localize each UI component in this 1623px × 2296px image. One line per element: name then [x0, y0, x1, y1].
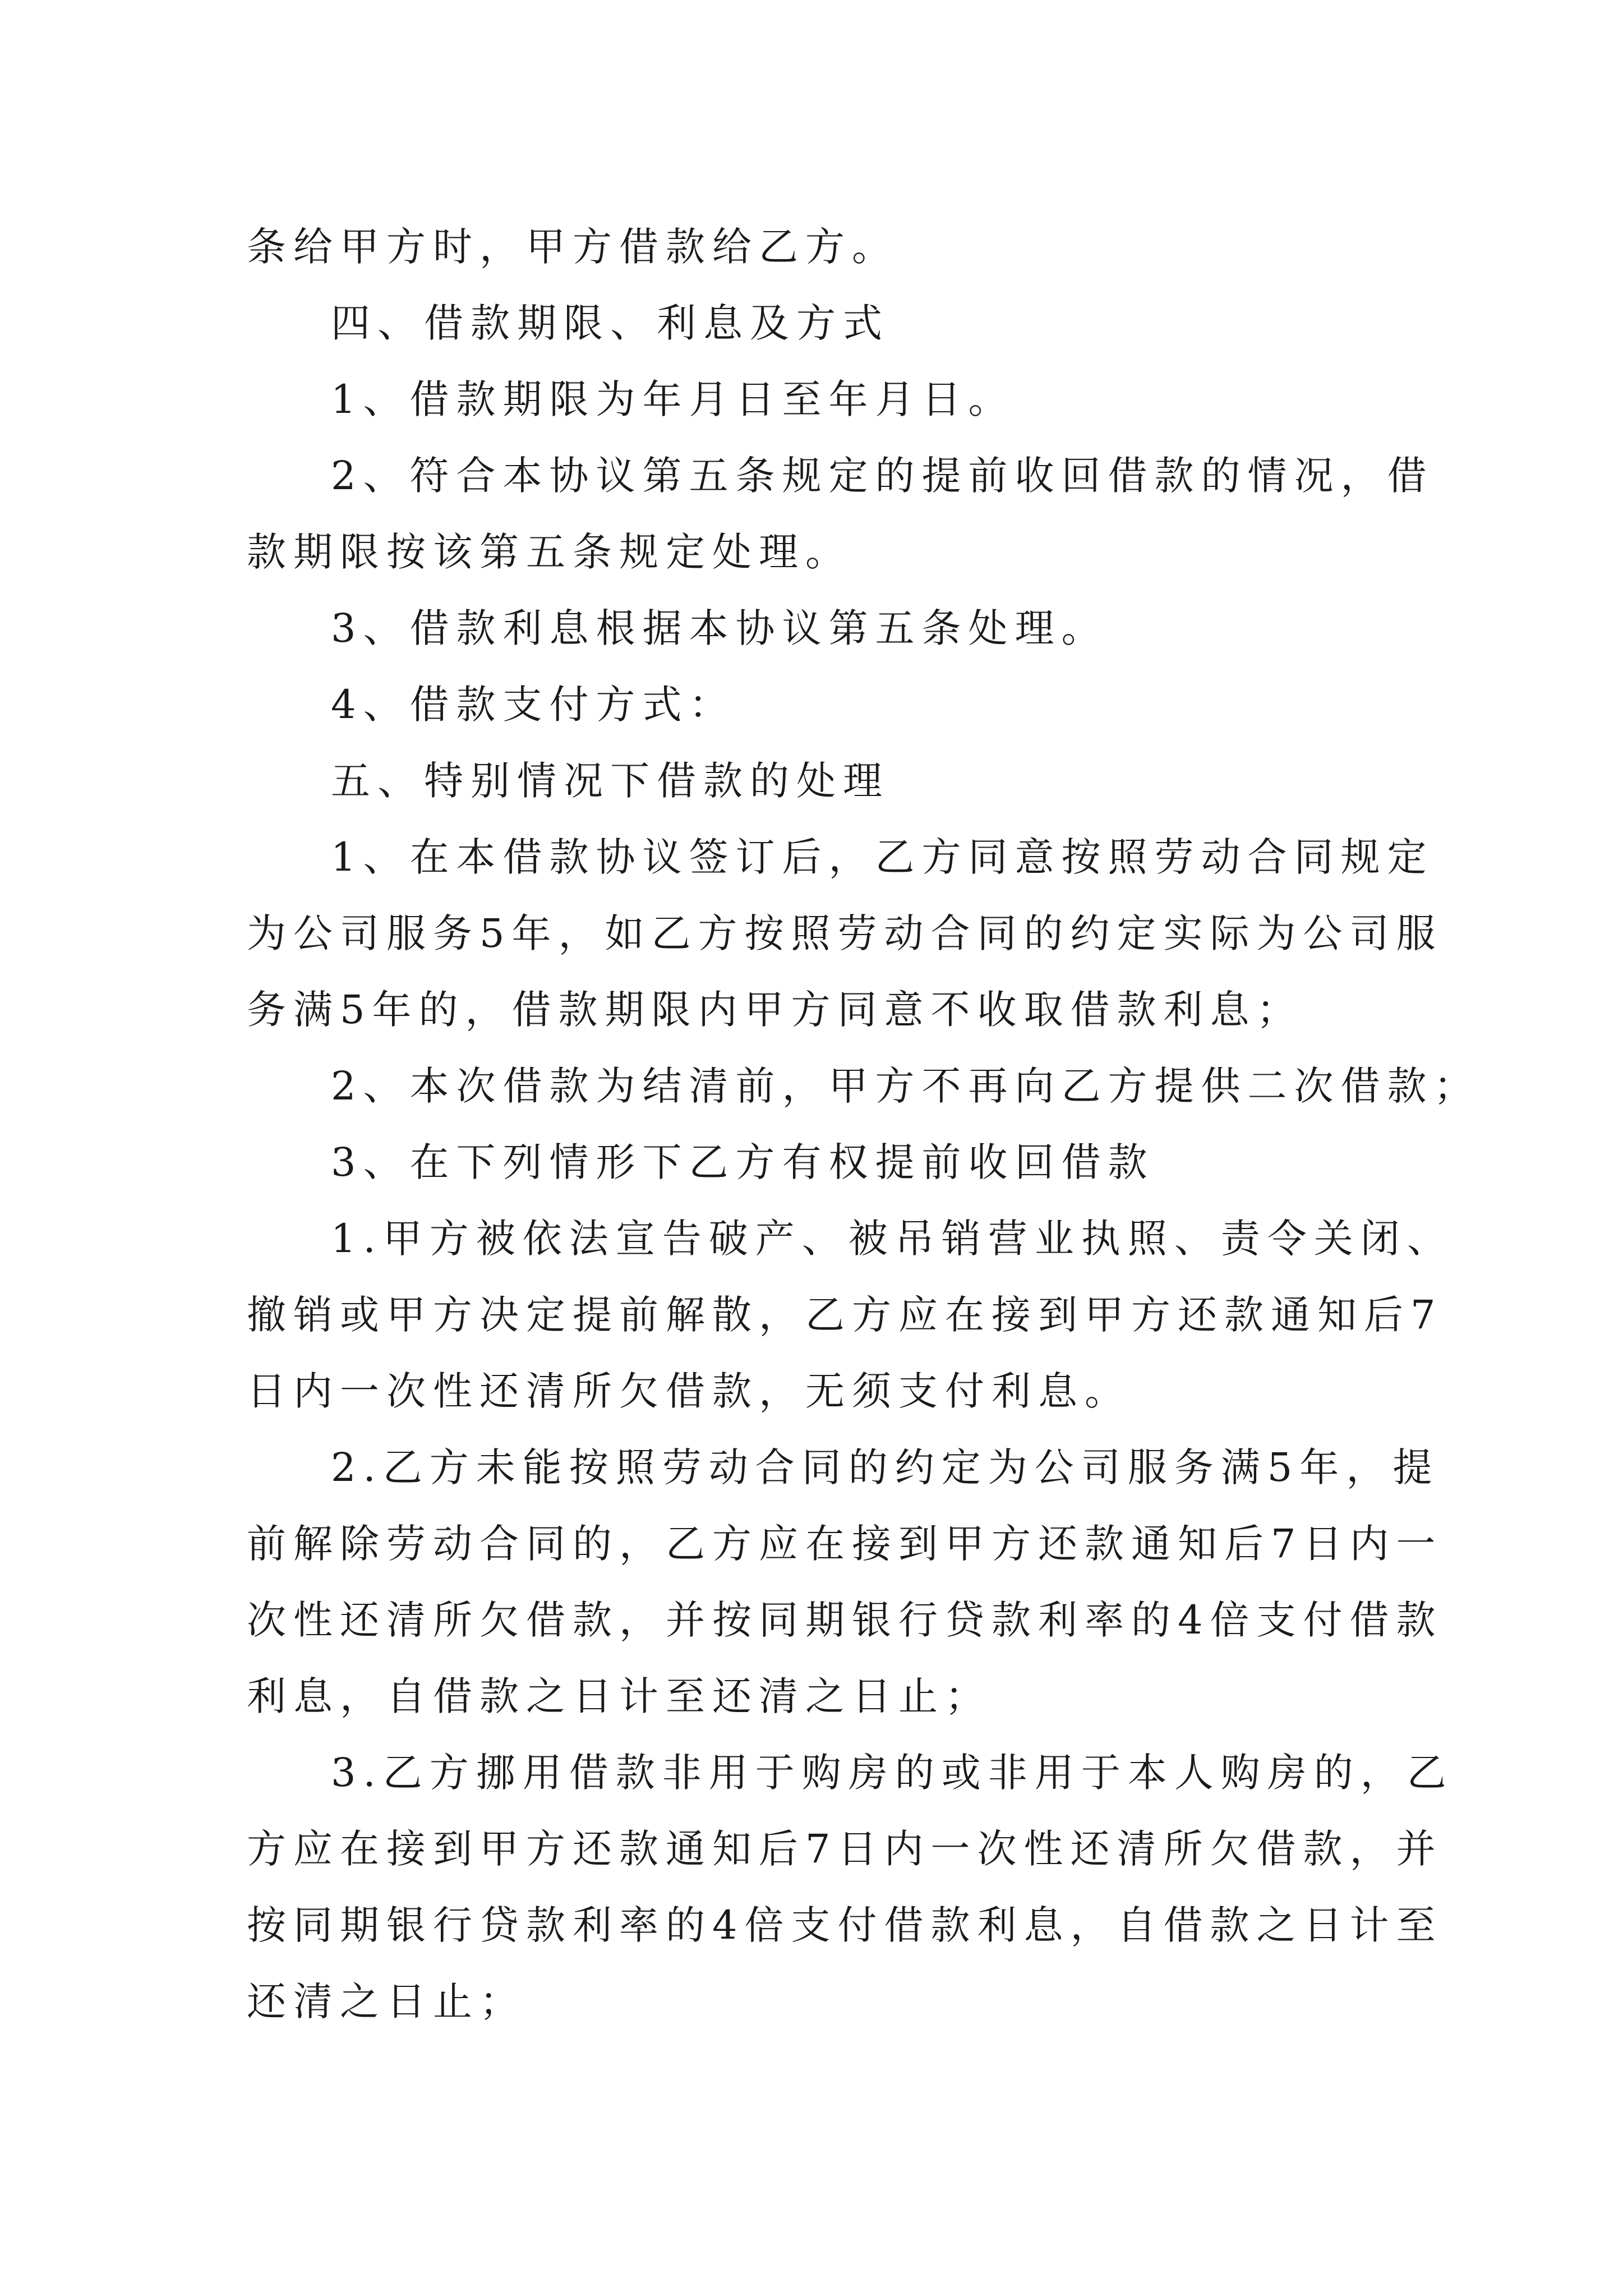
- text-line: 3、在下列情形下乙方有权提前收回借款: [331, 1139, 1155, 1185]
- text-line: 1、借款期限为年月日至年月日。: [331, 376, 1015, 422]
- text-line: 2、本次借款为结清前，甲方不再向乙方提供二次借款；: [331, 1063, 1481, 1109]
- text-line: 撤销或甲方决定提前解散，乙方应在接到甲方还款通知后7: [247, 1292, 1443, 1338]
- text-line: 1、在本借款协议签订后，乙方同意按照劳动合同规定: [331, 834, 1434, 880]
- text-line: 2.乙方未能按照劳动合同的约定为公司服务满5年，提: [331, 1444, 1440, 1490]
- document-body: [247, 209, 1481, 2040]
- section-heading: 四、借款期限、利息及方式: [331, 300, 889, 346]
- text-line: 2、符合本协议第五条规定的提前收回借款的情况，借: [331, 453, 1434, 499]
- text-line: 3.乙方挪用借款非用于购房的或非用于本人购房的，乙: [331, 1750, 1454, 1796]
- text-line: 款期限按该第五条规定处理。: [247, 529, 852, 575]
- text-line: 还清之日止；: [247, 1978, 526, 2024]
- text-line: 次性还清所欠借款，并按同期银行贷款利率的4倍支付借款: [247, 1597, 1443, 1643]
- text-line: 前解除劳动合同的，乙方应在接到甲方还款通知后7日内一: [247, 1521, 1443, 1567]
- text-line: 1.甲方被依法宣告破产、被吊销营业执照、责令关闭、: [331, 1216, 1454, 1262]
- text-line: 3、借款利息根据本协议第五条处理。: [331, 605, 1108, 651]
- text-line: 方应在接到甲方还款通知后7日内一次性还清所欠借款，并: [247, 1826, 1443, 1872]
- text-line: 日内一次性还清所欠借款，无须支付利息。: [247, 1368, 1131, 1414]
- text-line: 按同期银行贷款利率的4倍支付借款利息，自借款之日计至: [247, 1902, 1443, 1948]
- text-line: 4、借款支付方式：: [331, 682, 736, 728]
- section-heading: 五、特别情况下借款的处理: [331, 758, 889, 804]
- text-line: 务满5年的，借款期限内甲方同意不收取借款利息；: [247, 987, 1303, 1033]
- text-line: 利息，自借款之日计至还清之日止；: [247, 1673, 992, 1719]
- text-line: 为公司服务5年，如乙方按照劳动合同的约定实际为公司服: [247, 910, 1443, 956]
- text-line: 条给甲方时，甲方借款给乙方。: [247, 224, 898, 270]
